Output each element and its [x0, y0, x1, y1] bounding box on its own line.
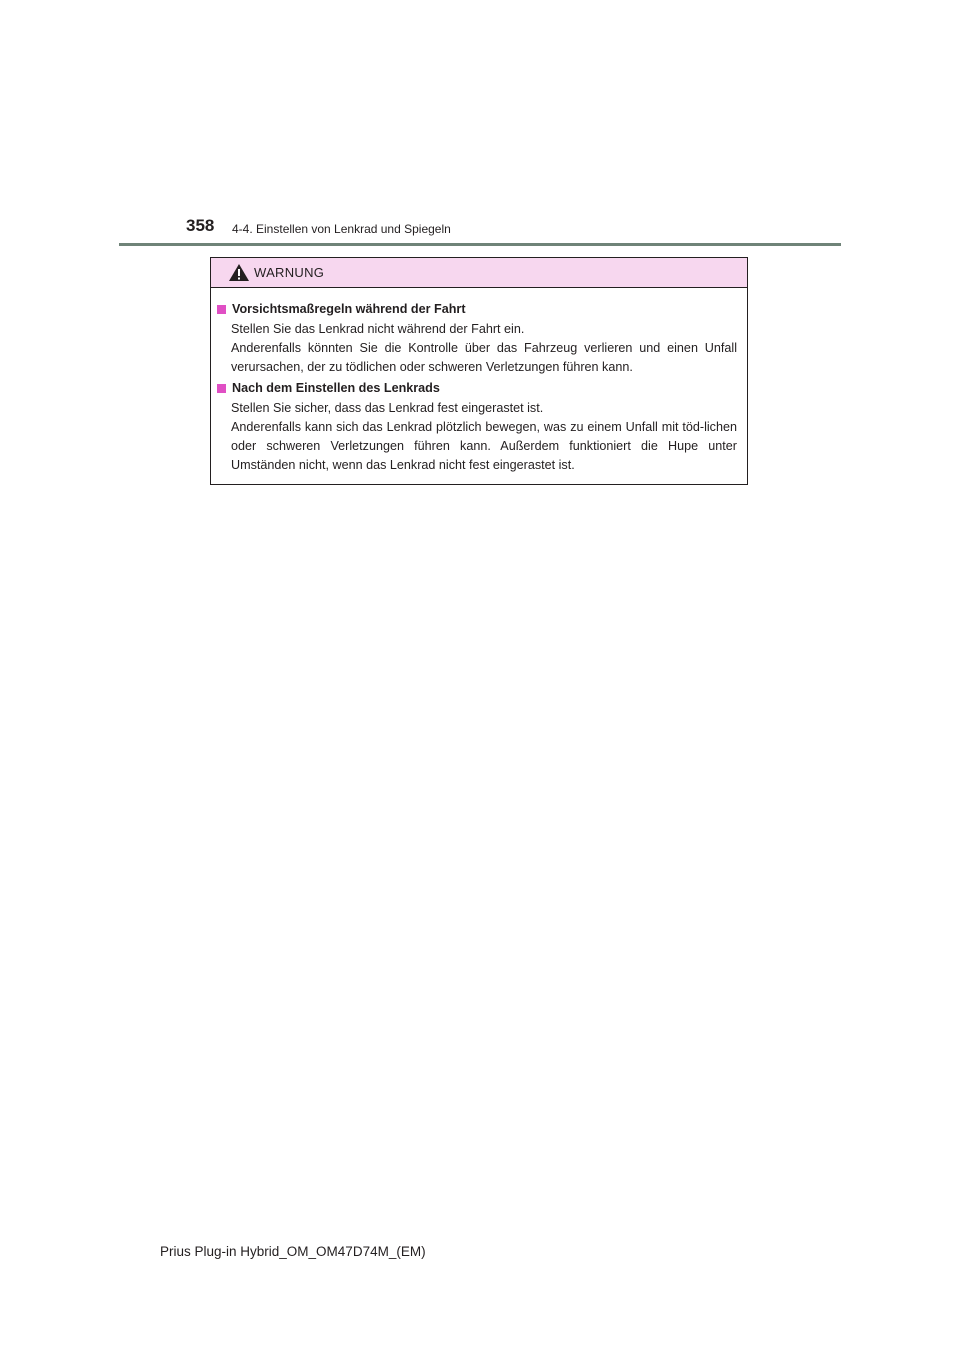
warning-item-heading-text: Nach dem Einstellen des Lenkrads [232, 381, 440, 395]
square-bullet-icon [217, 305, 226, 314]
warning-header [211, 258, 747, 288]
section-title: 4-4. Einstellen von Lenkrad und Spiegeln [232, 222, 451, 236]
warning-item-heading [217, 300, 737, 319]
warning-item-text: Stellen Sie sicher, dass das Lenkrad fest eingerastet ist. [231, 401, 544, 415]
warning-triangle-icon [228, 263, 250, 282]
warning-item [217, 300, 737, 377]
warning-item [217, 379, 737, 475]
page-number: 358 [186, 216, 215, 235]
warning-item-heading [217, 379, 737, 398]
warning-item-text: Anderenfalls kann sich das Lenkrad plötzlich bewegen, was zu einem Unfall mit töd-lichen oder schweren Verletzungen führen kann. Außerdem funktioniert die Hupe unter Umständen nicht, wenn das Lenkrad nicht fest eingerastet ist. [231, 420, 737, 472]
warning-item-text: Stellen Sie das Lenkrad nicht während der Fahrt ein. [231, 322, 525, 336]
square-bullet-icon [217, 384, 226, 393]
warning-item-text: Anderenfalls könnten Sie die Kontrolle über das Fahrzeug verlieren und einen Unfall verursachen, der zu tödlichen oder schweren Verletzungen führen kann. [231, 341, 737, 374]
footer-document-id: Prius Plug-in Hybrid_OM_OM47D74M_(EM) [160, 1244, 426, 1259]
warning-label: WARNUNG [254, 265, 325, 280]
header-rule [119, 243, 841, 246]
warning-box [210, 257, 748, 485]
warning-item-heading-text: Vorsichtsmaßregeln während der Fahrt [232, 302, 466, 316]
warning-body [211, 288, 747, 475]
